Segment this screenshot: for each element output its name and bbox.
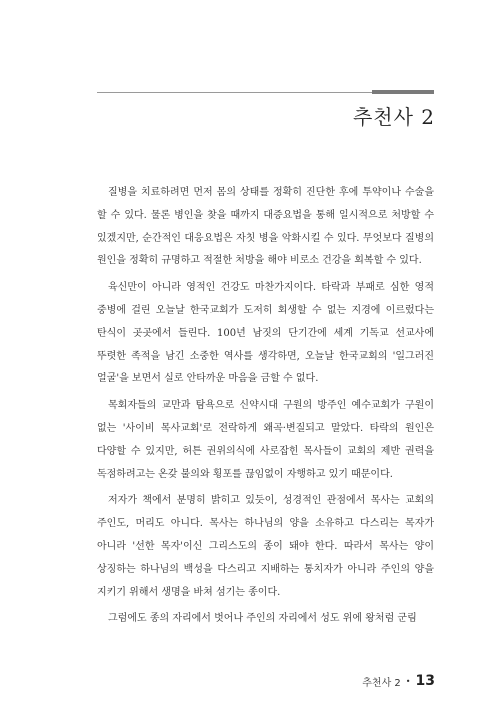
paragraph: 저자가 책에서 분명히 밝히고 있듯이, 성경적인 관점에서 목사는 교회의 주인도, 머리도 아니다. 목사는 하나님의 양을 소유하고 다스리는 목자가 아니라 '선한 목자'이신 그리스도의 종이 돼야 한다. 따라서 목사는 양이 상징하는 하나님의 백성을 다스리고 지배하는 통치자가 아니라 주인의 양을 지키기 위해서 생명을 바쳐 섬기는 종이다. <box>97 495 434 598</box>
header-rule-thick <box>372 90 434 94</box>
paragraph: 그럼에도 종의 자리에서 벗어나 주인의 자리에서 성도 위에 왕처럼 군림 <box>108 613 417 625</box>
body-text <box>97 182 434 635</box>
paragraph: 질병을 치료하려면 먼저 몸의 상태를 정확히 진단한 후에 투약이나 수술을 할 수 있다. 물론 병인을 찾을 때까지 대증요법을 통해 일시적으로 처방할 수 있겠지만, 순간적인 대응요법은 자칫 병을 악화시킬 수 있다. 무엇보다 질병의 원인을 정확히 규명하고 적절한 처방을 해야 비로소 건강을 회복할 수 있다. <box>97 187 434 267</box>
page-number: 13 <box>415 673 435 689</box>
page-footer <box>362 673 435 689</box>
header-rule-thin <box>97 92 372 93</box>
running-footer-label: 추천사 2 <box>362 677 401 689</box>
paragraph: 육신만이 아니라 영적인 건강도 마찬가지이다. 타락과 부패로 심한 영적 중병에 걸린 오늘날 한국교회가 도저히 회생할 수 없는 지경에 이르렀다는 탄식이 곳곳에서 들린다. 100년 남짓의 단기간에 세계 기독교 선교사에 뚜렷한 족적을 남긴 소중한 역사를 생각하면, 오늘날 한국교회의 '일그러진 얼굴'을 보면서 실로 안타까운 마음을 금할 수 없다. <box>97 282 434 385</box>
chapter-title: 추천사 2 <box>352 105 435 129</box>
paragraph: 목회자들의 교만과 탐욕으로 신약시대 구원의 방주인 예수교회가 구원이 없는 '사이비 목사교회'로 전락하게 왜곡·변질되고 말았다. 타락의 원인은 다양할 수 있지만, 허튼 권위의식에 사로잡힌 목사들이 교회의 제반 권력을 독점하려고는 온갖 불의와 횡포를 끊임없이 자행하고 있기 때문이다. <box>97 400 434 480</box>
bullet-icon: • <box>405 676 411 686</box>
